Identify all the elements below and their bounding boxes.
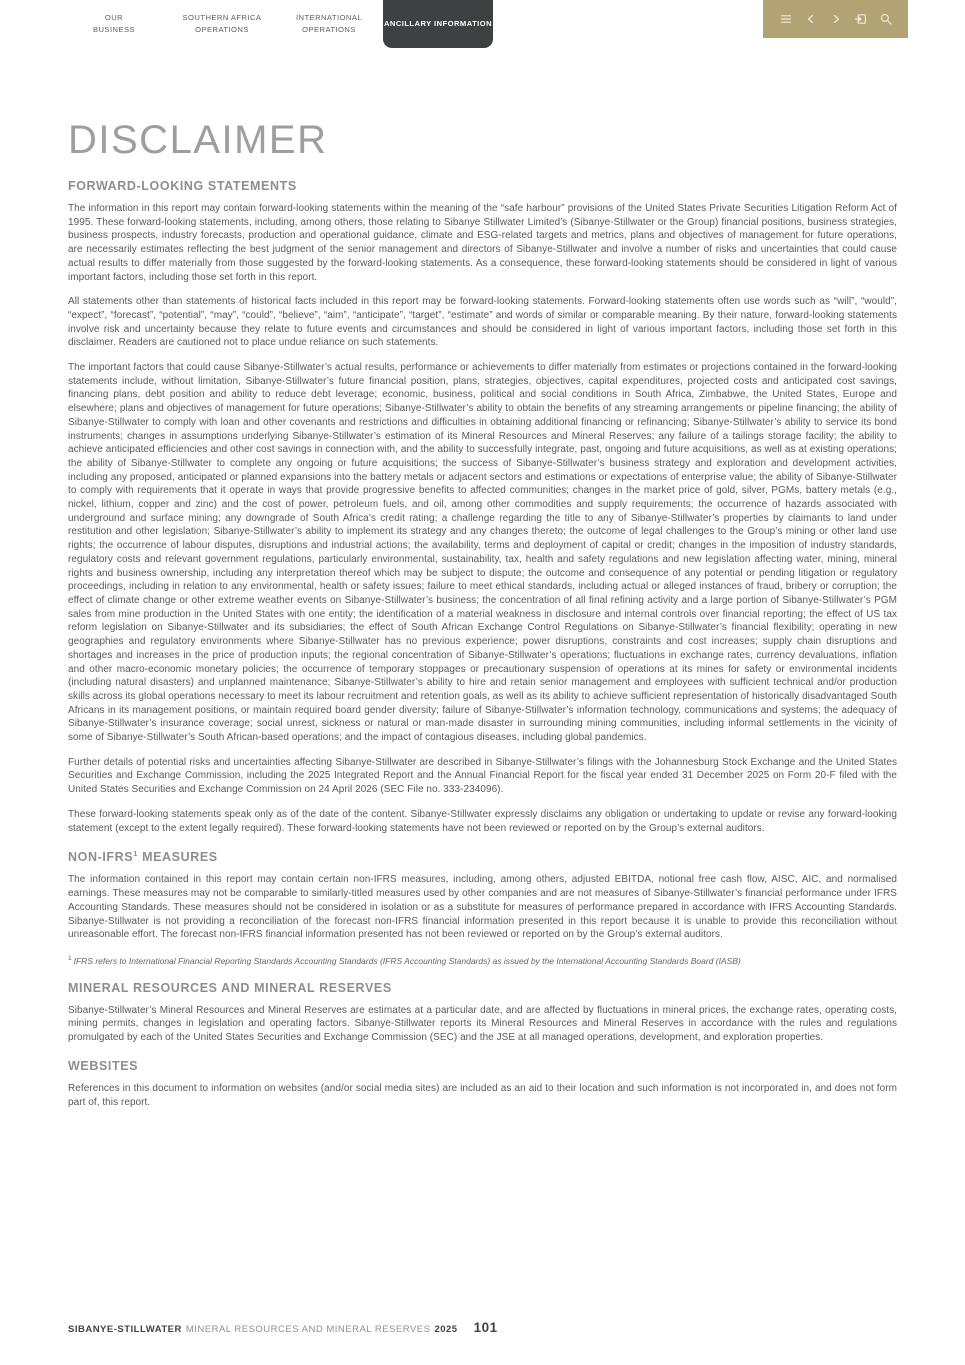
heading-forward-looking-statements: FORWARD-LOOKING STATEMENTS bbox=[68, 179, 297, 193]
page-title: DISCLAIMER bbox=[68, 118, 328, 162]
heading-websites: WEBSITES bbox=[68, 1058, 139, 1073]
tab-international-operations[interactable]: INTERNATIONAL OPERATIONS bbox=[295, 13, 363, 34]
paragraph: The information contained in this report may contain certain non-IFRS measures, including, among others, adjusted EBITDA, notional free cash flow, AISC, AIC, and normalised earnings. These measures may not be comparable to similarly-titled measures used by other companies and are not measures of Sibanye-Stillwater’s financial performance under IFRS Accounting Standards. These measures should not be considered in isolation or as a substitute for measures of performance prepared in accordance with IFRS Accounting Standards. Sibanye-Stillwater is not providing a reconciliation of the forecast non-IFRS financial information presented in this report because it is unable to provide this reconciliation without unreasonable effort. The forecast non-IFRS financial information presented has not been reviewed or reported on by the Group’s external auditors. bbox=[68, 874, 897, 941]
footnote-text: IFRS refers to International Financial Reporting Standards Accounting Standards (IFRS Accounting Standards) as issued by the International Accounting Standards Board (IASB) bbox=[73, 955, 741, 966]
heading-mineral-resources-reserves: MINERAL RESOURCES AND MINERAL RESERVES bbox=[68, 980, 392, 995]
menu-icon[interactable] bbox=[779, 12, 793, 26]
heading-non-ifrs-suffix: MEASURES bbox=[138, 850, 218, 865]
tab-southern-africa-operations[interactable]: SOUTHERN AFRICA OPERATIONS bbox=[182, 13, 262, 34]
chevron-right-icon[interactable] bbox=[829, 12, 843, 26]
go-to-page-icon[interactable] bbox=[854, 12, 868, 26]
chevron-left-icon[interactable] bbox=[804, 12, 818, 26]
paragraph: Sibanye-Stillwater’s Mineral Resources and Mineral Reserves are estimates at a particular date, and are affected by fluctuations in mineral prices, the exchange rates, operating costs, mining permits, changes in legislation and operating factors. Sibanye-Stillwater reports its Mineral Resources and Mineral Reserves in accordance with the rules and regulations promulgated by each of the United States Securities and Exchange Commission (SEC) and the JSE at all managed operations, development, and exploration properties. bbox=[68, 1004, 897, 1044]
footer-year: 2025 bbox=[434, 1324, 458, 1335]
tab-ancillary-information[interactable]: ANCILLARY INFORMATION bbox=[383, 0, 493, 48]
document-content bbox=[68, 118, 897, 1120]
search-icon[interactable] bbox=[879, 12, 893, 26]
heading-non-ifrs-footnote-marker: 1 bbox=[133, 849, 138, 859]
footer-brand: SIBANYE-STILLWATER bbox=[68, 1324, 182, 1335]
page-number: 101 bbox=[473, 1320, 498, 1335]
tab-our-business[interactable]: OUR BUSINESS bbox=[92, 13, 135, 34]
viewer-toolbar bbox=[763, 0, 908, 38]
paragraph: The important factors that could cause Sibanye-Stillwater’s actual results, performance or achievements to differ materially from estimates or projections contained in the forward-looking statements include, without limitation, Sibanye-Stillwater’s future financial position, plans, strategies, objectives, capital expenditures, projected costs and anticipated cost savings, financing plans, debt position and ability to reduce debt leverage; economic, business, political and social conditions in South Africa, Zimbabwe, the United States, Europe and elsewhere; plans and objectives of management for future operations; Sibanye-Stillwater’s ability to obtain the benefits of any streaming arrangements or pipeline financing; the ability of Sibanye-Stillwater to comply with loan and other covenants and restrictions and difficulties in obtaining additional financing or refinancing; Sibanye-Stillwater’s ability to service its bond instruments; changes in assumptions underlying Sibanye-Stillwater’s estimation of its Mineral Resources and Mineral Reserves; any failure of a tailings storage facility; the ability to achieve anticipated efficiencies and other cost savings in connection with, and the ability to successfully integrate, past, ongoing and future acquisitions, as well as at existing operations; the ability of Sibanye-Stillwater to complete any ongoing or future acquisitions; the success of Sibanye-Stillwater’s business strategy and exploration and development activities, including any proposed, anticipated or planned expansions into the battery metals or adjacent sectors and estimations or expectations of enterprise value; the ability of Sibanye-Stillwater to comply with requirements that it operate in ways that provide progressive benefits to affected communities; changes in the market price of gold, silver, PGMs, battery metals (e.g., nickel, lithium, copper and zinc) and the cost of power, petroleum fuels, and oil, among other commodities and supply requirements; the occurrence of hazards associated with underground and surface mining; any downgrade of South Africa’s credit rating; a challenge regarding the title to any of Sibanye-Stillwater’s properties by claimants to land under restitution and other legislation; Sibanye-Stillwater’s ability to implement its strategy and any changes thereto; the outcome of legal challenges to the Group’s mining or other land use rights; the occurrence of labour disputes, disruptions and industrial actions; the availability, terms and deployment of capital or credit; changes in the imposition of industry standards, regulatory costs and relevant government regulations, particularly environmental, sustainability, tax, health and safety regulations and new legislation affecting water, mining, mineral rights and business ownership, including any interpretation thereof which may be subject to dispute; the outcome and consequence of any potential or pending litigation or regulatory proceedings, including in relation to any environmental, health or safety issues; failure to meet ethical standards, including actual or alleged instances of fraud, bribery or corruption; the effect of climate change or other extreme weather events on Sibanye-Stillwater’s business; the concentration of all final refining activity and a large portion of Sibanye-Stillwater’s PGM sales from mine production in the United States with one entity; the identification of a material weakness in disclosure and internal controls over financial reporting; the effect of US tax reform legislation on Sibanye-Stillwater and its subsidiaries; the effect of South African Exchange Control Regulations on Sibanye-Stillwater’s financial flexibility; operating in new geographies and regulatory environments where Sibanye-Stillwater has no previous experience; power disruptions, constraints and cost increases; supply chain disruptions and shortages and increases in the price of production inputs; the regional concentration of Sibanye-Stillwater’s operations; fluctuations in exchange rates, currency devaluations, inflation and other macro-economic monetary policies; the occurrence of temporary stoppages or precautionary suspension of operations at its mines for safety or environmental incidents (including natural disasters) and unplanned maintenance; Sibanye-Stillwater’s ability to hire and retain senior management and employees with sufficient technical and/or production skills across its global operations necessary to meet its labour recruitment and retention goals, as well as its ability to achieve sufficient representation of historically disadvantaged South Africans in its management positions, or maintain required board gender diversity; failure of Sibanye-Stillwater’s information technology, communications and systems; the adequacy of Sibanye-Stillwater’s insurance coverage; social unrest, sickness or natural or man-made disaster in surrounding mining communities, including informal settlements in the vicinity of some of Sibanye-Stillwater’s South African-based operations; and the impact of contagious diseases, including global pandemics. bbox=[68, 362, 897, 744]
paragraph: Further details of potential risks and uncertainties affecting Sibanye-Stillwater are described in Sibanye-Stillwater’s filings with the Johannesburg Stock Exchange and the United States Securities and Exchange Commission, including the 2025 Integrated Report and the Annual Financial Report for the fiscal year ended 31 December 2025 on Form 20-F filed with the United States Securities and Exchange Commission on 24 April 2026 (SEC File no. 333-234096). bbox=[68, 756, 897, 796]
paragraph: The information in this report may contain forward-looking statements within the meaning of the “safe harbour” provisions of the United States Private Securities Litigation Reform Act of 1995. These forward-looking statements, including, among others, those relating to Sibanye Stillwater Limited’s (Sibanye-Stillwater or the Group) financial positions, business strategies, business prospects, industry forecasts, production and operational guidance, climate and ESG-related targets and metrics, plans and objectives of management for future operations, are necessarily estimates reflecting the best judgment of the senior management and directors of Sibanye-Stillwater and involve a number of risks and uncertainties that could cause actual results to differ materially from those suggested by the forward-looking statements. As a consequence, these forward-looking statements should be considered in light of various important factors, including those set forth in this report. bbox=[68, 203, 897, 283]
paragraph: All statements other than statements of historical facts included in this report may be forward-looking statements. Forward-looking statements often use words such as “will”, “would”, “expect”, “forecast”, “potential”, “may”, “could”, “believe”, “aim”, “anticipate”, “target”, “estimate” and words of similar or comparable meaning. By their nature, forward-looking statements involve risk and uncertainty because they relate to future events and circumstances and should be considered in light of various important factors, including those set forth in this disclaimer. Readers are cautioned not to place undue reliance on such statements. bbox=[68, 296, 897, 349]
paragraph: These forward-looking statements speak only as of the date of the content. Sibanye-Stillwater expressly disclaims any obligation or undertaking to update or revise any forward-looking statement (except to the extent legally required). These forward-looking statements have not been reviewed or reported on by the Group’s external auditors. bbox=[68, 808, 897, 834]
ifrs-footnote bbox=[68, 953, 897, 967]
top-navigation bbox=[0, 0, 965, 48]
heading-non-ifrs-prefix: NON-IFRS bbox=[68, 850, 134, 865]
page-footer bbox=[68, 1320, 498, 1335]
heading-non-ifrs-measures bbox=[68, 849, 897, 864]
footnote-marker: 1 bbox=[68, 954, 72, 962]
paragraph: References in this document to information on websites (and/or social media sites) are included as an aid to their location and such information is not incorporated in, and does not form part of, this report. bbox=[68, 1082, 897, 1108]
footer-report-title: MINERAL RESOURCES AND MINERAL RESERVES bbox=[185, 1324, 431, 1335]
